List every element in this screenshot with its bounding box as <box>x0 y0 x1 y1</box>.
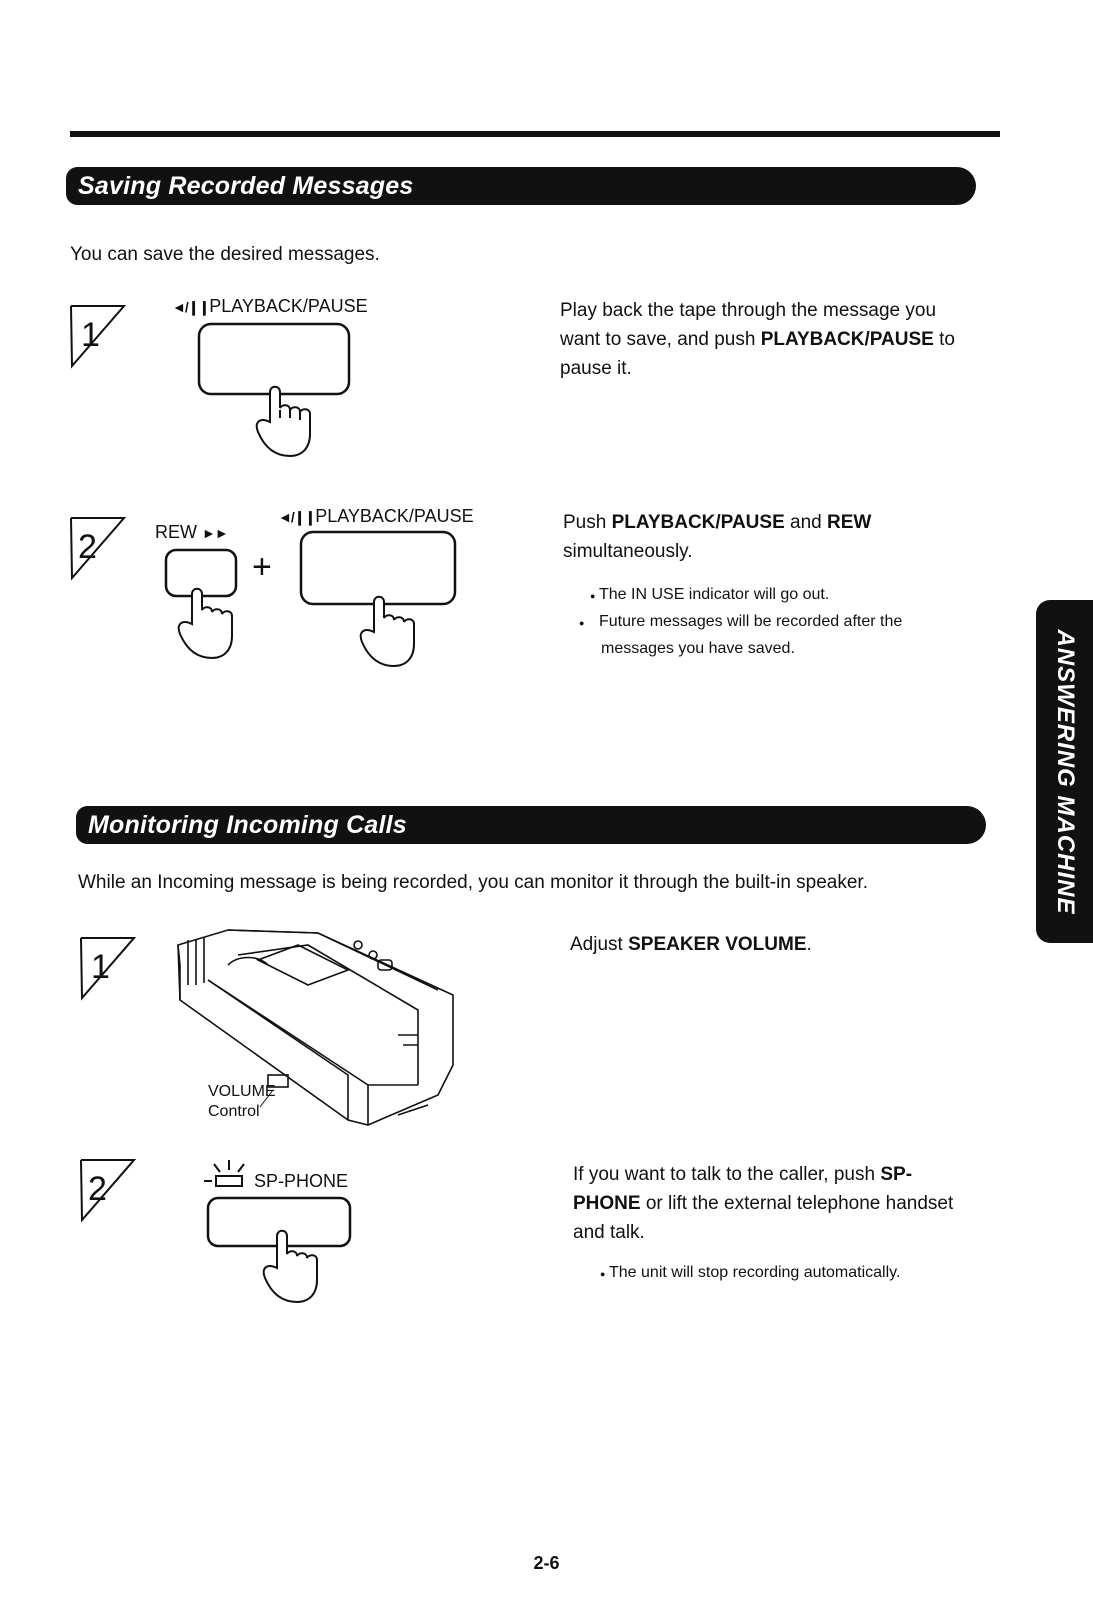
step-2-description: Push PLAYBACK/PAUSE and REW simultaneously. <box>563 512 872 562</box>
plus-sign: + <box>252 548 272 586</box>
rew-button[interactable] <box>160 548 255 668</box>
note-item: ● The IN USE indicator will go out. <box>590 586 830 603</box>
note-item: ● The unit will stop recording automatically. <box>600 1264 901 1281</box>
section-title: Saving Recorded Messages <box>78 172 414 200</box>
indicator-lamp-icon <box>200 1158 256 1194</box>
svg-text:2: 2 <box>78 528 97 566</box>
side-tab-label: ANSWERING MACHINE <box>1051 629 1079 914</box>
section-intro: While an Incoming message is being recorded, you can monitor it through the built-in speaker. <box>78 872 868 893</box>
fast-forward-icon: ►► <box>202 525 228 541</box>
step-2-description: If you want to talk to the caller, push SP-PHONE or lift the external telephone handset and talk. <box>573 1164 954 1243</box>
step-2-notes <box>600 1260 980 1287</box>
step-1-description: Adjust SPEAKER VOLUME. <box>570 934 812 955</box>
section-intro: You can save the desired messages. <box>70 244 380 265</box>
side-tab <box>1036 600 1093 943</box>
pressing-finger-icon <box>257 387 310 456</box>
step-1-marker <box>78 930 140 1002</box>
sp-phone-label: SP-PHONE <box>254 1171 349 1191</box>
step-2-notes <box>579 582 970 661</box>
playback-pause-button[interactable] <box>298 530 463 675</box>
step-2-marker <box>78 1152 140 1224</box>
playback-pause-button[interactable] <box>196 322 356 467</box>
sp-phone-button[interactable] <box>205 1196 365 1314</box>
step-1-description: Play back the tape through the message you want to save, and push PLAYBACK/PAUSE to pause it. <box>560 300 955 379</box>
step-2-marker <box>68 510 130 582</box>
playback-pause-label: ◄/❙❙PLAYBACK/PAUSE <box>278 506 474 526</box>
section-header-monitoring <box>76 806 986 844</box>
pressing-finger-icon <box>264 1231 317 1302</box>
rew-label: REW ►► <box>155 522 228 542</box>
section-title: Monitoring Incoming Calls <box>88 811 407 839</box>
page-number: 2-6 <box>533 1553 560 1573</box>
note-item: ● Future messages will be recorded after the messages you have saved. <box>579 613 903 657</box>
top-rule <box>70 131 1000 137</box>
playback-pause-icon: ◄/❙❙ <box>172 299 210 315</box>
svg-text:2: 2 <box>88 1170 107 1208</box>
pressing-finger-icon <box>179 589 232 658</box>
playback-pause-icon: ◄/❙❙ <box>278 509 316 525</box>
playback-pause-label: ◄/❙❙PLAYBACK/PAUSE <box>172 296 368 316</box>
pressing-finger-icon <box>361 597 414 666</box>
section-header-saving <box>66 167 976 205</box>
step-number: 1 <box>81 316 100 354</box>
svg-text:1: 1 <box>91 948 110 986</box>
volume-control-label: VOLUME Control <box>208 1083 276 1120</box>
step-1-marker <box>68 298 130 370</box>
